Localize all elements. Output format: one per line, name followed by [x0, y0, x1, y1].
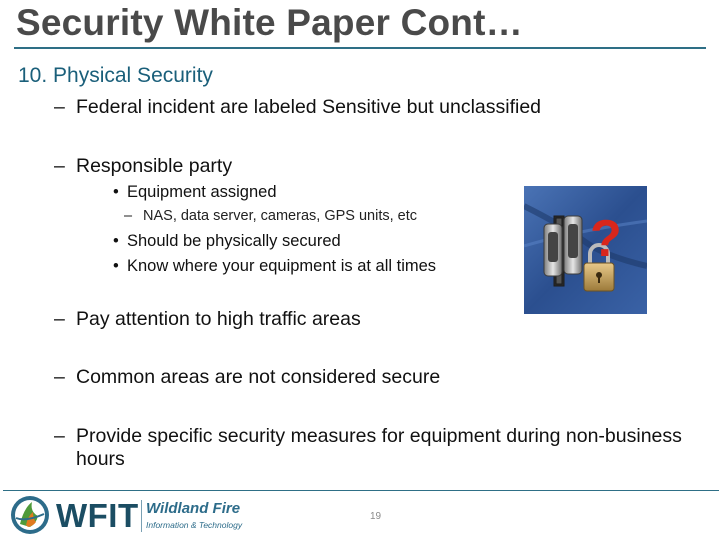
logo-wordmark: WFIT [56, 497, 139, 534]
dash-marker: – [54, 96, 65, 118]
list-item-text: Federal incident are labeled Sensitive but unclassified [76, 96, 542, 118]
dash-marker: – [54, 425, 65, 447]
list-item-text: Pay attention to high traffic areas [76, 308, 361, 330]
sub-sub-list-item-text: NAS, data server, cameras, GPS units, etc [143, 208, 417, 224]
logo-tagline-main: Wildland Fire [146, 500, 241, 517]
list-item-text: Responsible party [76, 155, 233, 177]
list-item [56, 425, 686, 471]
sub-list-item-text: Equipment assigned [127, 183, 277, 201]
dash-marker: – [54, 155, 65, 177]
list-item-text: Provide specific security measures for equipment during non-business hours [76, 425, 682, 470]
dash-marker: – [54, 308, 65, 330]
dash-marker: – [124, 208, 133, 224]
dash-marker: – [54, 366, 65, 388]
sub-list-item-text: Should be physically secured [127, 232, 341, 250]
logo-tagline-sub: Information & Technology [146, 520, 243, 530]
zipper-lock-icon [524, 186, 647, 314]
bullet-marker: • [113, 257, 119, 275]
zipper-lock-image [524, 186, 647, 314]
list-item-text: Common areas are not considered secure [76, 366, 441, 388]
title-underline [14, 47, 706, 49]
footer-rule [3, 490, 719, 491]
sub-list-item-text: Know where your equipment is at all times [127, 257, 437, 275]
page-number: 19 [370, 511, 382, 522]
bullet-marker: • [113, 232, 119, 250]
question-mark: ? [590, 210, 622, 268]
logo-divider [141, 500, 142, 532]
slide-title: Security White Paper Cont… [16, 2, 523, 43]
section-heading: 10. Physical Security [18, 64, 213, 87]
bullet-marker: • [113, 183, 119, 201]
